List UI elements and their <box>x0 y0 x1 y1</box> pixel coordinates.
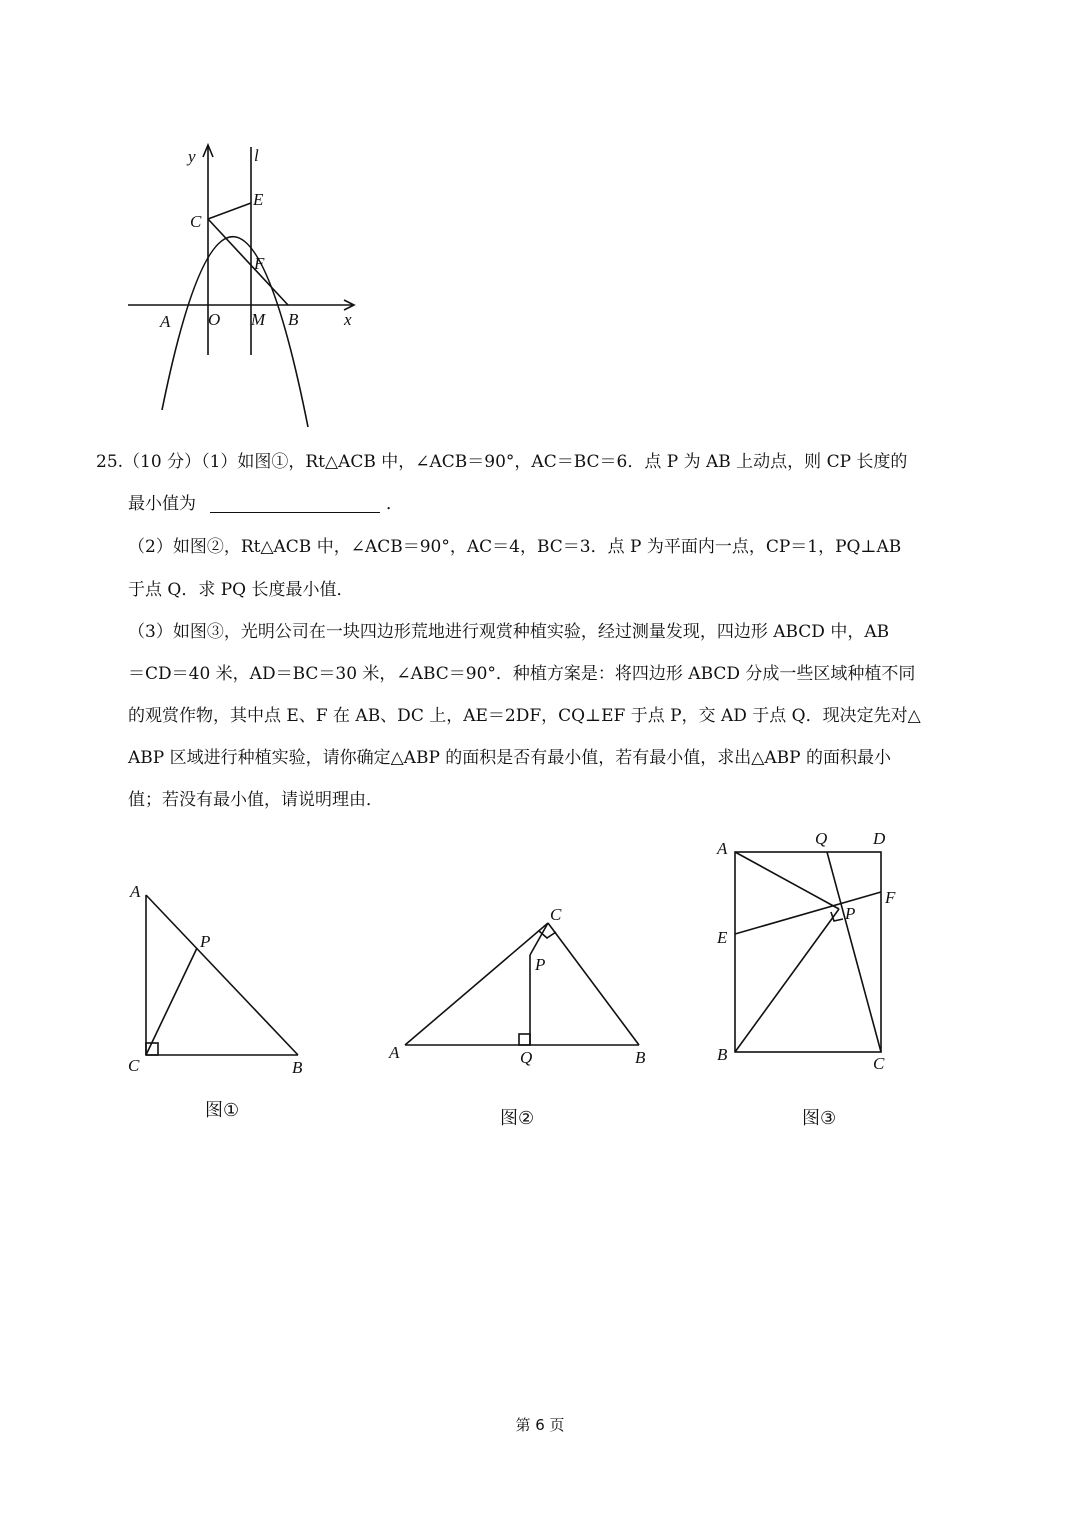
problem-line-8: ABP 区域进行种植实验，请你确定△ABP 的面积是否有最小值，若有最小值，求出△ABP 的面积最小 <box>128 748 891 768</box>
label-b: B <box>288 310 299 329</box>
figure-2 <box>385 900 665 1080</box>
problem-line-5: （3）如图③，光明公司在一块四边形荒地进行观赏种植实验，经过测量发现，四边形 ABCD 中，AB <box>128 622 890 642</box>
fig2-label-b: B <box>635 1048 646 1067</box>
problem-line-1: 25.（10 分）（1）如图①，Rt△ACB 中，∠ACB＝90°，AC＝BC＝6．点 P 为 AB 上动点，则 CP 长度的 <box>96 452 908 472</box>
segment-ce <box>208 203 251 219</box>
figure-1 <box>120 875 320 1090</box>
problem-line-7: 的观赏作物，其中点 E、F 在 AB、DC 上，AE＝2DF，CQ⊥EF 于点 P，交 AD 于点 Q．现决定先对△ <box>128 706 921 726</box>
fig2-label-a: A <box>389 1043 400 1062</box>
segment-ef <box>735 892 881 934</box>
side-ab <box>146 895 298 1055</box>
right-angle-mark <box>146 1043 158 1055</box>
fig3-label-e: E <box>717 928 728 947</box>
fig1-label-b: B <box>292 1058 303 1077</box>
label-e: E <box>253 190 264 209</box>
problem-line-3: （2）如图②，Rt△ACB 中，∠ACB＝90°，AC＝4，BC＝3．点 P 为平面内一点，CP＝1，PQ⊥AB <box>128 537 902 557</box>
label-f: F <box>254 254 265 273</box>
label-x: x <box>344 310 352 329</box>
segment-cp <box>146 948 197 1055</box>
page-number: 第 6 页 <box>515 1416 565 1434</box>
label-m: M <box>251 310 266 329</box>
side-ac <box>405 923 548 1045</box>
fig2-label-q: Q <box>520 1048 533 1067</box>
fig1-caption: 图① <box>205 1100 240 1121</box>
label-l: l <box>254 146 259 165</box>
label-y: y <box>188 147 196 166</box>
problem-line-6: ＝CD＝40 米，AD＝BC＝30 米，∠ABC＝90°．种植方案是：将四边形 ABCD 分成一些区域种植不同 <box>128 664 916 684</box>
label-o: O <box>208 310 221 329</box>
fig1-label-c: C <box>128 1056 140 1075</box>
parabola-curve <box>162 237 308 427</box>
segment-cb <box>208 219 288 305</box>
segment-cp <box>530 923 548 955</box>
fig1-label-a: A <box>130 882 141 901</box>
fig1-label-p: P <box>200 932 211 951</box>
right-angle-mark-p <box>831 912 843 921</box>
fig3-caption: 图③ <box>802 1108 837 1129</box>
problem-line-4: 于点 Q．求 PQ 长度最小值． <box>128 580 354 600</box>
fig2-label-p: P <box>535 955 546 974</box>
segment-ap <box>735 852 839 909</box>
answer-prompt: 最小值为 <box>128 494 196 514</box>
fig3-label-d: D <box>873 829 886 848</box>
fig2-caption: 图② <box>500 1108 535 1129</box>
label-a: A <box>160 312 171 331</box>
segment-qc <box>827 852 881 1052</box>
segment-bp <box>735 909 839 1052</box>
problem-line-9: 值；若没有最小值，请说明理由． <box>128 790 383 810</box>
parabola-graph <box>120 135 370 430</box>
side-cb <box>548 923 639 1045</box>
problem-line-2 <box>128 492 403 516</box>
fig3-label-a: A <box>717 839 728 858</box>
figure-3 <box>705 820 915 1080</box>
fig3-label-q: Q <box>815 829 828 848</box>
fig3-label-c: C <box>873 1054 885 1073</box>
fig3-label-f: F <box>885 888 896 907</box>
fig3-label-b: B <box>717 1045 728 1064</box>
fig3-label-p: P <box>845 904 856 923</box>
answer-blank <box>210 494 380 513</box>
answer-period: ． <box>386 494 403 514</box>
right-angle-mark-q <box>519 1034 530 1045</box>
label-c: C <box>190 212 202 231</box>
fig2-label-c: C <box>550 905 562 924</box>
